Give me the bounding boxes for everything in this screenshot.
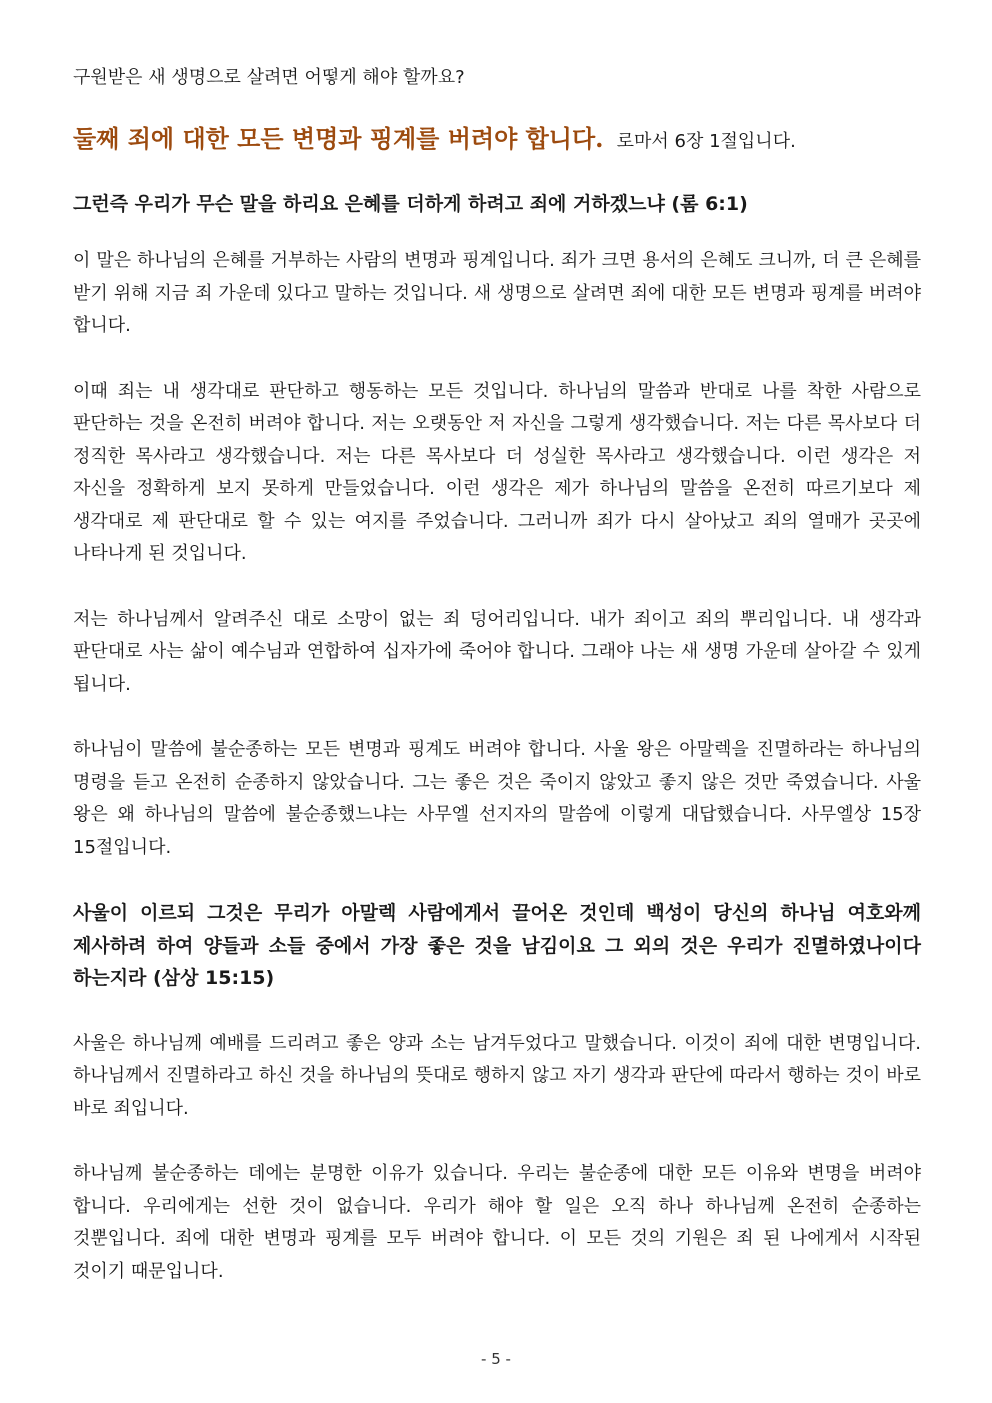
section-heading: [73, 121, 921, 160]
page-number: - 5 -: [481, 1350, 511, 1368]
body-paragraph: 이때 죄는 내 생각대로 판단하고 행동하는 모든 것입니다. 하나님의 말씀과 반대로 나를 착한 사람으로 판단하는 것을 온전히 버려야 합니다. 저는 오랫동안 저 자신을 그렇게 생각했습니다. 저는 다른 목사보다 더 정직한 목사라고 생각했습니다. 저는 다른 목사보다 더 성실한 목사라고 생각했습니다. 이런 생각은 저 자신을 정확하게 보지 못하게 만들었습니다. 이런 생각은 제가 하나님의 말씀을 온전히 따르기보다 제 생각대로 제 판단대로 할 수 있는 여지를 주었습니다. 그러니까 죄가 다시 살아났고 죄의 열매가 곳곳에 나타나게 된 것입니다.: [73, 380, 921, 564]
intro-question: 구원받은 새 생명으로 살려면 어떻게 해야 할까요?: [73, 67, 465, 88]
scripture-quote-samuel: 사울이 이르되 그것은 무리가 아말렉 사람에게서 끌어온 것인데 백성이 당신의 하나님 여호와께 제사하려 하여 양들과 소들 중에서 가장 좋은 것을 남김이요 그 외의 것은 우리가 진멸하였나이다 하는지라 (삼상 15:15): [73, 902, 921, 989]
body-paragraph: 하나님이 말씀에 불순종하는 모든 변명과 핑계도 버려야 합니다. 사울 왕은 아말렉을 진멸하라는 하나님의 명령을 듣고 온전히 순종하지 않았습니다. 그는 좋은 것은 죽이지 않았고 좋지 않은 것만 죽였습니다. 사울 왕은 왜 하나님의 말씀에 불순종했느냐는 사무엘 선지자의 말씀에 이렇게 대답했습니다. 사무엘상 15장 15절입니다.: [73, 739, 921, 858]
body-paragraph: 사울은 하나님께 예배를 드리려고 좋은 양과 소는 남겨두었다고 말했습니다. 이것이 죄에 대한 변명입니다. 하나님께서 진멸하라고 하신 것을 하나님의 뜻대로 행하지 않고 자기 생각과 판단에 따라서 행하는 것이 바로 바로 죄입니다.: [73, 1032, 921, 1119]
body-paragraph: 이 말은 하나님의 은혜를 거부하는 사람의 변명과 핑계입니다. 죄가 크면 용서의 은혜도 크니까, 더 큰 은혜를 받기 위해 지금 죄 가운데 있다고 말하는 것입니다. 새 생명으로 살려면 죄에 대한 모든 변명과 핑계를 버려야 합니다.: [73, 250, 921, 336]
section-heading-title: 둘째 죄에 대한 모든 변명과 핑계를 버려야 합니다.: [73, 124, 604, 153]
body-paragraph: 저는 하나님께서 알려주신 대로 소망이 없는 죄 덩어리입니다. 내가 죄이고 죄의 뿌리입니다. 내 생각과 판단대로 사는 삶이 예수님과 연합하여 십자가에 죽어야 합니다. 그래야 나는 새 생명 가운데 살아갈 수 있게 됩니다.: [73, 608, 921, 695]
body-paragraph: 하나님께 불순종하는 데에는 분명한 이유가 있습니다. 우리는 불순종에 대한 모든 이유와 변명을 버려야 합니다. 우리에게는 선한 것이 없습니다. 우리가 해야 할 일은 오직 하나 하나님께 온전히 순종하는 것뿐입니다. 죄에 대한 변명과 핑계를 모두 버려야 합니다. 이 모든 것의 기원은 죄 된 나에게서 시작된 것이기 때문입니다.: [73, 1163, 922, 1282]
document-page: [73, 62, 921, 1321]
section-heading-reference: 로마서 6장 1절입니다.: [616, 131, 796, 152]
scripture-quote-romans: 그런즉 우리가 무슨 말을 하리요 은혜를 더하게 하려고 죄에 거하겠느냐 (롬 6:1): [73, 193, 748, 215]
